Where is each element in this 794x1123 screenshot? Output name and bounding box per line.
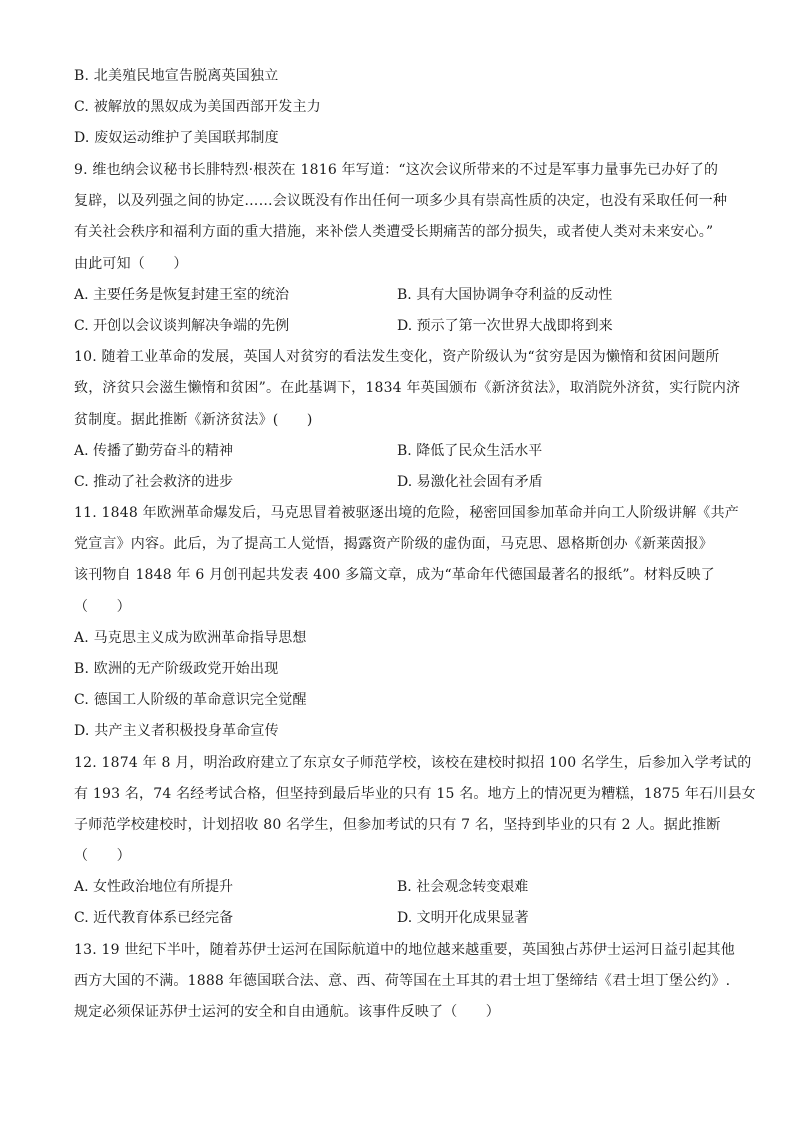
q12-options-row	[74, 908, 724, 928]
option-10a: A. 传播了勤劳奋斗的精神	[74, 443, 234, 459]
q13-stem-line: 西方大国的不满。1888 年德国联合法、意、西、荷等国在土耳其的君士坦丁堡缔结《君士坦丁堡公约》.	[74, 973, 731, 989]
q10-options-row	[74, 472, 724, 492]
option-10d: D. 易激化社会固有矛盾	[397, 474, 543, 490]
option-8c: C. 被解放的黑奴成为美国西部开发主力	[74, 99, 321, 115]
option-9c: C. 开创以会议谈判解决争端的先例	[74, 318, 290, 334]
q10-stem-line: 贫制度。据此推断《新济贫法》( )	[74, 412, 313, 428]
q10-options-row	[74, 441, 724, 461]
q11-stem-line: 该刊物自 1848 年 6 月创刊起共发表 400 多篇文章，成为“革命年代德国最著名的报纸”。材料反映了	[74, 567, 715, 583]
option-12b: B. 社会观念转变艰难	[397, 879, 529, 895]
q13-stem-line: 13. 19 世纪下半叶，随着苏伊士运河在国际航道中的地位越来越重要，英国独占苏伊士运河日益引起其他	[74, 942, 735, 958]
q11-stem-line: 党宣言》内容。此后，为了提高工人觉悟，揭露资产阶级的虚伪面，马克思、恩格斯创办《新莱茵报》	[74, 536, 713, 552]
q9-options-row	[74, 316, 724, 336]
q12-options-row	[74, 877, 724, 897]
option-10c: C. 推动了社会救济的进步	[74, 474, 234, 490]
q11-stem-line: 11. 1848 年欧洲革命爆发后，马克思冒着被驱逐出境的危险，秘密回国参加革命并向工人阶级讲解《共产	[74, 505, 739, 521]
option-11b: B. 欧洲的无产阶级政党开始出现	[74, 661, 279, 677]
option-11c: C. 德国工人阶级的革命意识完全觉醒	[74, 692, 307, 708]
option-12c: C. 近代教育体系已经完备	[74, 910, 234, 926]
q12-stem-line: 子师范学校建校时，计划招收 80 名学生，但参加考试的只有 7 名，坚持到毕业的只有 2 人。据此推断	[74, 817, 721, 833]
option-9a: A. 主要任务是恢复封建王室的统治	[74, 287, 290, 303]
option-8d: D. 废奴运动维护了美国联邦制度	[74, 130, 279, 146]
q9-stem-line: 9. 维也纳会议秘书长腓特烈·根茨在 1816 年写道：“这次会议所带来的不过是军事力量事先已办好了的	[74, 162, 719, 178]
option-8b: B. 北美殖民地宣告脱离英国独立	[74, 68, 279, 84]
q9-stem-line: 有关社会秩序和福利方面的重大措施，来补偿人类遭受长期痛苦的部分损失，或者使人类对未来安心。”	[74, 224, 714, 240]
q9-stem-line: 由此可知（ ）	[74, 256, 188, 272]
option-12d: D. 文明开化成果显著	[397, 910, 529, 926]
option-11d: D. 共产主义者积极投身革命宣传	[74, 723, 279, 739]
q11-stem-line: （ ）	[74, 599, 131, 615]
q12-stem-line: 12. 1874 年 8 月，明治政府建立了东京女子师范学校，该校在建校时拟招 100 名学生，后参加入学考试的	[74, 755, 752, 771]
option-11a: A. 马克思主义成为欧洲革命指导思想	[74, 630, 307, 646]
q9-options-row	[74, 285, 724, 305]
q9-stem-line: 复辟，以及列强之间的协定……会议既没有作出任何一项多少具有崇高性质的决定，也没有采取任何一种	[74, 193, 728, 209]
q10-stem-line: 10. 随着工业革命的发展，英国人对贫穷的看法发生变化，资产阶级认为“贫穷是因为懒惰和贫困问题所	[74, 349, 720, 365]
q13-stem-line: 规定必须保证苏伊士运河的安全和自由通航。该事件反映了（ ）	[74, 1004, 500, 1020]
option-9d: D. 预示了第一次世界大战即将到来	[397, 318, 613, 334]
q12-stem-line: （ ）	[74, 848, 131, 864]
option-9b: B. 具有大国协调争夺利益的反动性	[397, 287, 613, 303]
option-10b: B. 降低了民众生活水平	[397, 443, 543, 459]
option-12a: A. 女性政治地位有所提升	[74, 879, 234, 895]
q10-stem-line: 致，济贫只会滋生懒惰和贫困”。在此基调下，1834 年英国颁布《新济贫法》，取消院外济贫，实行院内济	[74, 380, 741, 396]
q12-stem-line: 有 193 名，74 名经考试合格，但坚持到最后毕业的只有 15 名。地方上的情况更为糟糕，1875 年石川县女	[74, 786, 756, 802]
